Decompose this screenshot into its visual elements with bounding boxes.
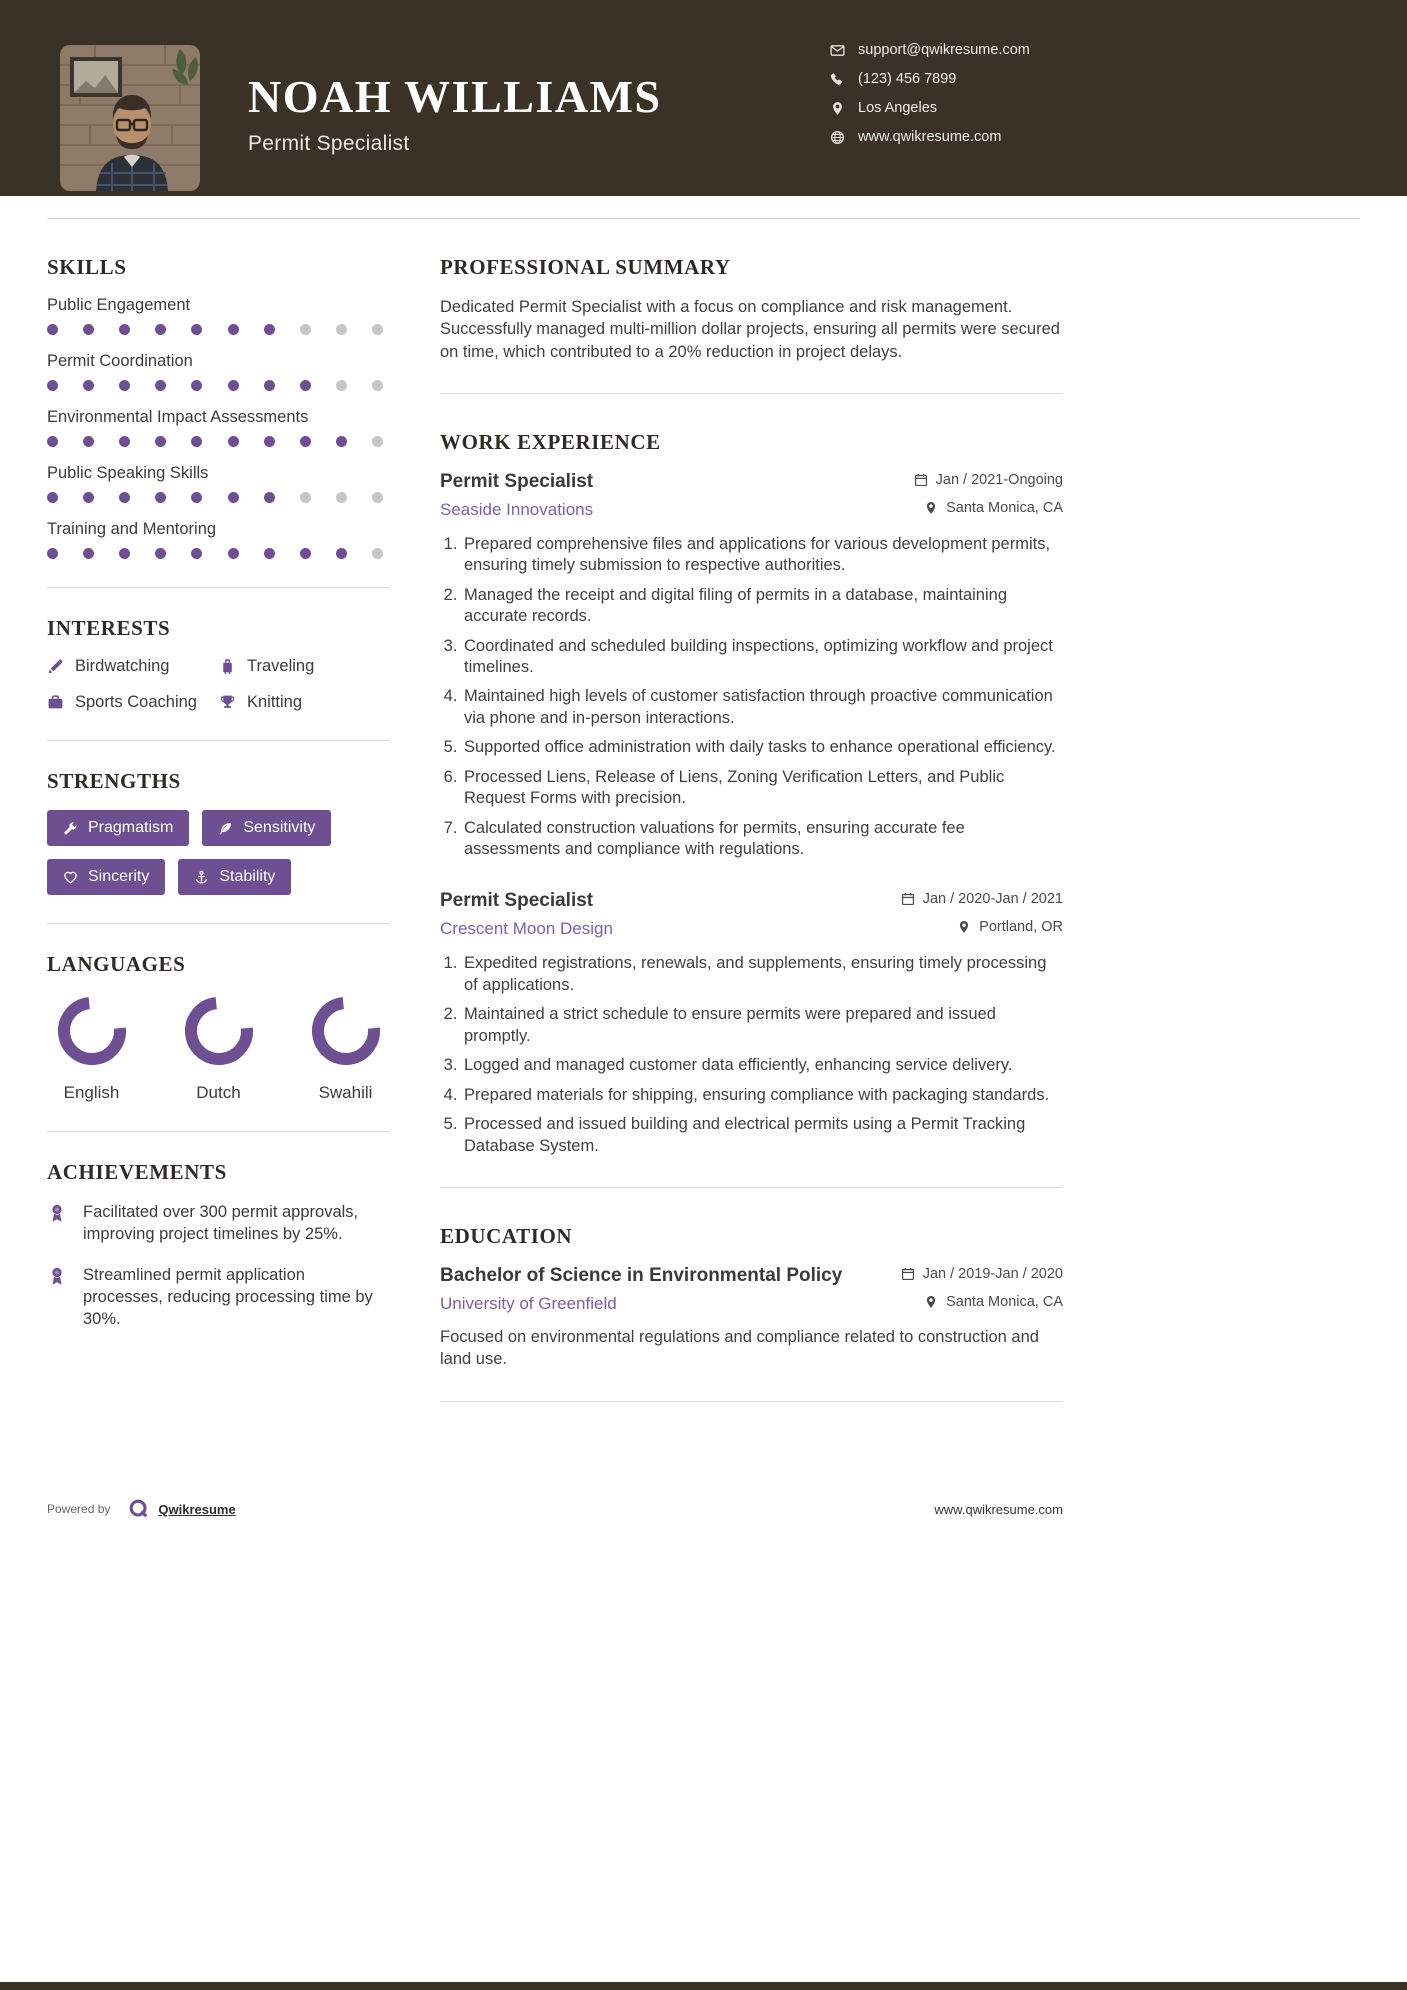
rating-dot-filled: [47, 436, 58, 447]
rating-dot-filled: [119, 492, 130, 503]
rating-dot-filled: [336, 436, 347, 447]
header: [0, 0, 1407, 196]
skill-rating-dots: [47, 548, 383, 559]
rating-dot-filled: [119, 380, 130, 391]
skill-label: Public Engagement: [47, 296, 191, 314]
language-item: [47, 993, 136, 1103]
rating-dot-filled: [119, 548, 130, 559]
education-location: [924, 1294, 1063, 1310]
location-pin-icon: [924, 501, 938, 515]
interest-item: [47, 693, 219, 712]
school-name: University of Greenfield: [440, 1293, 617, 1313]
strength-label: Pragmatism: [88, 819, 174, 836]
achievement-item: [47, 1201, 382, 1246]
calendar-icon: [901, 892, 915, 906]
job-bullet: 2. Maintained a strict schedule to ensure permits were prepared and issued promptly.: [462, 1004, 1063, 1047]
language-label: Swahili: [318, 1083, 373, 1102]
rating-dot-filled: [336, 548, 347, 559]
content: [0, 255, 1407, 1438]
summary-text: Dedicated Permit Specialist with a focus on compliance and risk management. Successfully managed multi-million dollar projects, ensuring all permits were secured on time, which contributed to a 20% reduction in project delays.: [440, 298, 1060, 361]
rating-dot-filled: [47, 380, 58, 391]
rating-dot-filled: [47, 548, 58, 559]
job-bullet: 1. Prepared comprehensive files and applications for various development permits, ensuring timely submission to respective authorities.: [462, 534, 1063, 577]
job-location: [957, 919, 1063, 935]
achievements-section: [47, 1160, 390, 1330]
skill-label: Training and Mentoring: [47, 520, 217, 538]
section-divider: [440, 1187, 1063, 1188]
interest-label: Traveling: [247, 657, 315, 675]
job-bullet: 3. Coordinated and scheduled building inspections, optimizing workflow and project timelines.: [462, 636, 1063, 679]
job-title-header: Permit Specialist: [248, 132, 410, 155]
rating-dot-filled: [300, 436, 311, 447]
skills-heading: SKILLS: [47, 255, 127, 279]
achievement-text: Streamlined permit application processes, reducing processing time by 30%.: [83, 1265, 373, 1329]
qwikresume-logo: [128, 1498, 150, 1520]
summary-section: [440, 255, 1063, 363]
rating-dot-filled: [155, 324, 166, 335]
sidebar: [47, 255, 390, 1438]
skill-rating-dots: [47, 436, 383, 447]
education-description: Focused on environmental regulations and compliance related to construction and land use.: [440, 1327, 1039, 1369]
rating-dot-filled: [264, 492, 275, 503]
job-bullet: 5. Processed and issued building and electrical permits using a Permit Tracking Database System.: [462, 1114, 1063, 1157]
phone-icon: [830, 72, 845, 87]
location-pin-icon: [830, 101, 845, 116]
calendar-icon: [914, 473, 928, 487]
strength-badge: [47, 859, 165, 895]
contact-phone-text: (123) 456 7899: [858, 71, 957, 87]
job-bullets: [440, 534, 1063, 861]
rating-dot-filled: [191, 548, 202, 559]
strength-badge: [47, 810, 189, 846]
powered-by-label: Powered by: [47, 1502, 111, 1516]
job-entry: [440, 890, 1063, 1157]
rating-dot-filled: [47, 492, 58, 503]
sidebar-divider: [47, 740, 390, 741]
contact-website[interactable]: [830, 129, 1030, 145]
leaf-icon: [218, 821, 233, 836]
rating-dot-filled: [264, 324, 275, 335]
profile-photo: [60, 45, 200, 191]
language-level-ring: [308, 993, 384, 1069]
education-section: [440, 1224, 1063, 1371]
contact-list: [830, 42, 1030, 145]
rating-dot-filled: [191, 380, 202, 391]
job-bullet: 3. Logged and managed customer data efficiently, enhancing service delivery.: [462, 1055, 1063, 1076]
rating-dot-empty: [372, 548, 383, 559]
rating-dot-filled: [83, 324, 94, 335]
location-pin-icon: [957, 920, 971, 934]
job-title: Permit Specialist: [440, 470, 594, 492]
experience-heading: WORK EXPERIENCE: [440, 429, 661, 454]
trophy-icon: [219, 694, 236, 711]
rating-dot-filled: [228, 436, 239, 447]
strength-label: Sincerity: [88, 868, 150, 885]
heart-icon: [63, 870, 78, 885]
pencil-icon: [47, 658, 64, 675]
interest-label: Birdwatching: [75, 657, 170, 675]
company-name: Seaside Innovations: [440, 499, 594, 519]
interest-label: Sports Coaching: [75, 693, 197, 711]
location-pin-icon: [924, 1295, 938, 1309]
job-bullet: 6. Processed Liens, Release of Liens, Zoning Verification Letters, and Public Request Forms with precision.: [462, 767, 1063, 810]
language-level-ring: [181, 993, 257, 1069]
rating-dot-filled: [191, 324, 202, 335]
sidebar-divider: [47, 923, 390, 924]
languages-section: [47, 952, 390, 1103]
skill-item: [47, 464, 390, 503]
name: NOAH WILLIAMS: [248, 71, 662, 122]
interests-section: [47, 616, 390, 712]
rating-dot-empty: [372, 324, 383, 335]
job-location-text: Santa Monica, CA: [946, 499, 1063, 516]
contact-location-text: Los Angeles: [858, 100, 938, 116]
rating-dot-filled: [83, 436, 94, 447]
contact-phone: [830, 71, 1030, 87]
skill-rating-dots: [47, 324, 383, 335]
rating-dot-empty: [372, 492, 383, 503]
rating-dot-filled: [155, 492, 166, 503]
rating-dot-filled: [155, 380, 166, 391]
header-divider: [47, 218, 1360, 219]
rating-dot-filled: [228, 324, 239, 335]
contact-email[interactable]: [830, 42, 1030, 58]
job-bullet: 4. Maintained high levels of customer satisfaction through proactive communication via phone and in-person interactions.: [462, 686, 1063, 729]
bottom-bar: [0, 1982, 1407, 1990]
strength-label: Stability: [219, 868, 276, 885]
achievement-text: Facilitated over 300 permit approvals, improving project timelines by 25%.: [83, 1203, 359, 1244]
job-bullet: 7. Calculated construction valuations for permits, ensuring accurate fee assessments and compliance with regulations.: [462, 818, 1063, 861]
skill-label: Environmental Impact Assessments: [47, 408, 309, 426]
skill-item: [47, 408, 390, 447]
job-bullets: [440, 953, 1063, 1157]
contact-email-text: support@qwikresume.com: [858, 42, 1030, 58]
rating-dot-filled: [47, 324, 58, 335]
footer-website-link[interactable]: www.qwikresume.com: [934, 1501, 1063, 1517]
interest-item: [219, 657, 390, 676]
language-label: Dutch: [196, 1083, 241, 1102]
interest-item: [47, 657, 219, 676]
achievements-heading: ACHIEVEMENTS: [47, 1160, 227, 1184]
job-bullet: 2. Managed the receipt and digital filing of permits in a database, maintaining accurate records.: [462, 585, 1063, 628]
rating-dot-filled: [300, 380, 311, 391]
rating-dot-filled: [119, 436, 130, 447]
job-dates-text: Jan / 2021-Ongoing: [935, 471, 1063, 488]
rating-dot-filled: [191, 492, 202, 503]
skills-section: [47, 255, 390, 559]
experience-section: [440, 430, 1063, 1157]
award-icon: [47, 1264, 67, 1331]
qwikresume-link[interactable]: Qwikresume: [158, 1501, 236, 1517]
section-divider: [440, 393, 1063, 394]
strength-badge: [202, 810, 331, 846]
summary-heading: PROFESSIONAL SUMMARY: [440, 255, 731, 279]
job-dates: [901, 891, 1063, 907]
anchor-icon: [194, 870, 209, 885]
language-label: English: [63, 1083, 120, 1102]
award-icon: [47, 1201, 67, 1246]
rating-dot-filled: [228, 380, 239, 391]
rating-dot-filled: [191, 436, 202, 447]
rating-dot-empty: [336, 324, 347, 335]
skill-rating-dots: [47, 380, 383, 391]
strength-badge: [178, 859, 291, 895]
company-name: Crescent Moon Design: [440, 919, 613, 939]
skill-item: [47, 296, 390, 335]
footer: [47, 1498, 1063, 1520]
education-heading: EDUCATION: [440, 1223, 573, 1248]
rating-dot-filled: [155, 548, 166, 559]
education-dates-text: Jan / 2019-Jan / 2020: [922, 1265, 1063, 1282]
rating-dot-empty: [372, 436, 383, 447]
interest-item: [219, 693, 390, 712]
skill-item: [47, 352, 390, 391]
skill-item: [47, 520, 390, 559]
wrench-icon: [63, 821, 78, 836]
language-item: [174, 993, 263, 1103]
rating-dot-empty: [300, 324, 311, 335]
rating-dot-empty: [336, 380, 347, 391]
job-bullet: 5. Supported office administration with daily tasks to enhance operational efficiency.: [462, 737, 1063, 758]
job-bullet: 1. Expedited registrations, renewals, and supplements, ensuring timely processing of applications.: [462, 953, 1063, 996]
rating-dot-empty: [300, 492, 311, 503]
languages-heading: LANGUAGES: [47, 952, 186, 976]
rating-dot-filled: [83, 492, 94, 503]
rating-dot-filled: [83, 548, 94, 559]
job-title: Permit Specialist: [440, 890, 594, 912]
rating-dot-filled: [119, 324, 130, 335]
degree-title: Bachelor of Science in Environmental Policy: [440, 1264, 843, 1286]
contact-location: [830, 100, 1030, 116]
interest-label: Knitting: [247, 693, 303, 711]
rating-dot-empty: [372, 380, 383, 391]
section-divider: [440, 1401, 1063, 1402]
rating-dot-filled: [228, 492, 239, 503]
achievement-item: [47, 1264, 382, 1331]
main-column: [440, 255, 1063, 1438]
sidebar-divider: [47, 1131, 390, 1132]
job-dates: [914, 472, 1063, 488]
sidebar-divider: [47, 587, 390, 588]
luggage-icon: [219, 658, 236, 675]
education-dates: [901, 1266, 1063, 1282]
language-item: [301, 993, 390, 1103]
rating-dot-filled: [264, 380, 275, 391]
language-level-ring: [54, 993, 130, 1069]
rating-dot-empty: [336, 492, 347, 503]
skill-rating-dots: [47, 492, 383, 503]
strengths-section: [47, 769, 390, 895]
strength-label: Sensitivity: [243, 819, 316, 836]
strengths-heading: STRENGTHS: [47, 769, 181, 793]
rating-dot-filled: [264, 436, 275, 447]
job-location: [924, 500, 1063, 516]
skill-label: Permit Coordination: [47, 352, 193, 370]
rating-dot-filled: [228, 548, 239, 559]
education-location-text: Santa Monica, CA: [946, 1293, 1063, 1310]
skill-label: Public Speaking Skills: [47, 464, 209, 482]
contact-website-text: www.qwikresume.com: [858, 129, 1002, 145]
briefcase-icon: [47, 694, 64, 711]
rating-dot-filled: [264, 548, 275, 559]
job-location-text: Portland, OR: [979, 919, 1063, 936]
rating-dot-filled: [83, 380, 94, 391]
job-entry: [440, 471, 1063, 861]
rating-dot-filled: [300, 548, 311, 559]
job-dates-text: Jan / 2020-Jan / 2021: [922, 891, 1063, 908]
calendar-icon: [901, 1267, 915, 1281]
job-bullet: 4. Prepared materials for shipping, ensuring compliance with packaging standards.: [462, 1085, 1063, 1106]
interests-heading: INTERESTS: [47, 616, 171, 640]
email-icon: [830, 43, 845, 58]
globe-icon: [830, 130, 845, 145]
profile-photo-illustration: [60, 45, 200, 191]
rating-dot-filled: [155, 436, 166, 447]
